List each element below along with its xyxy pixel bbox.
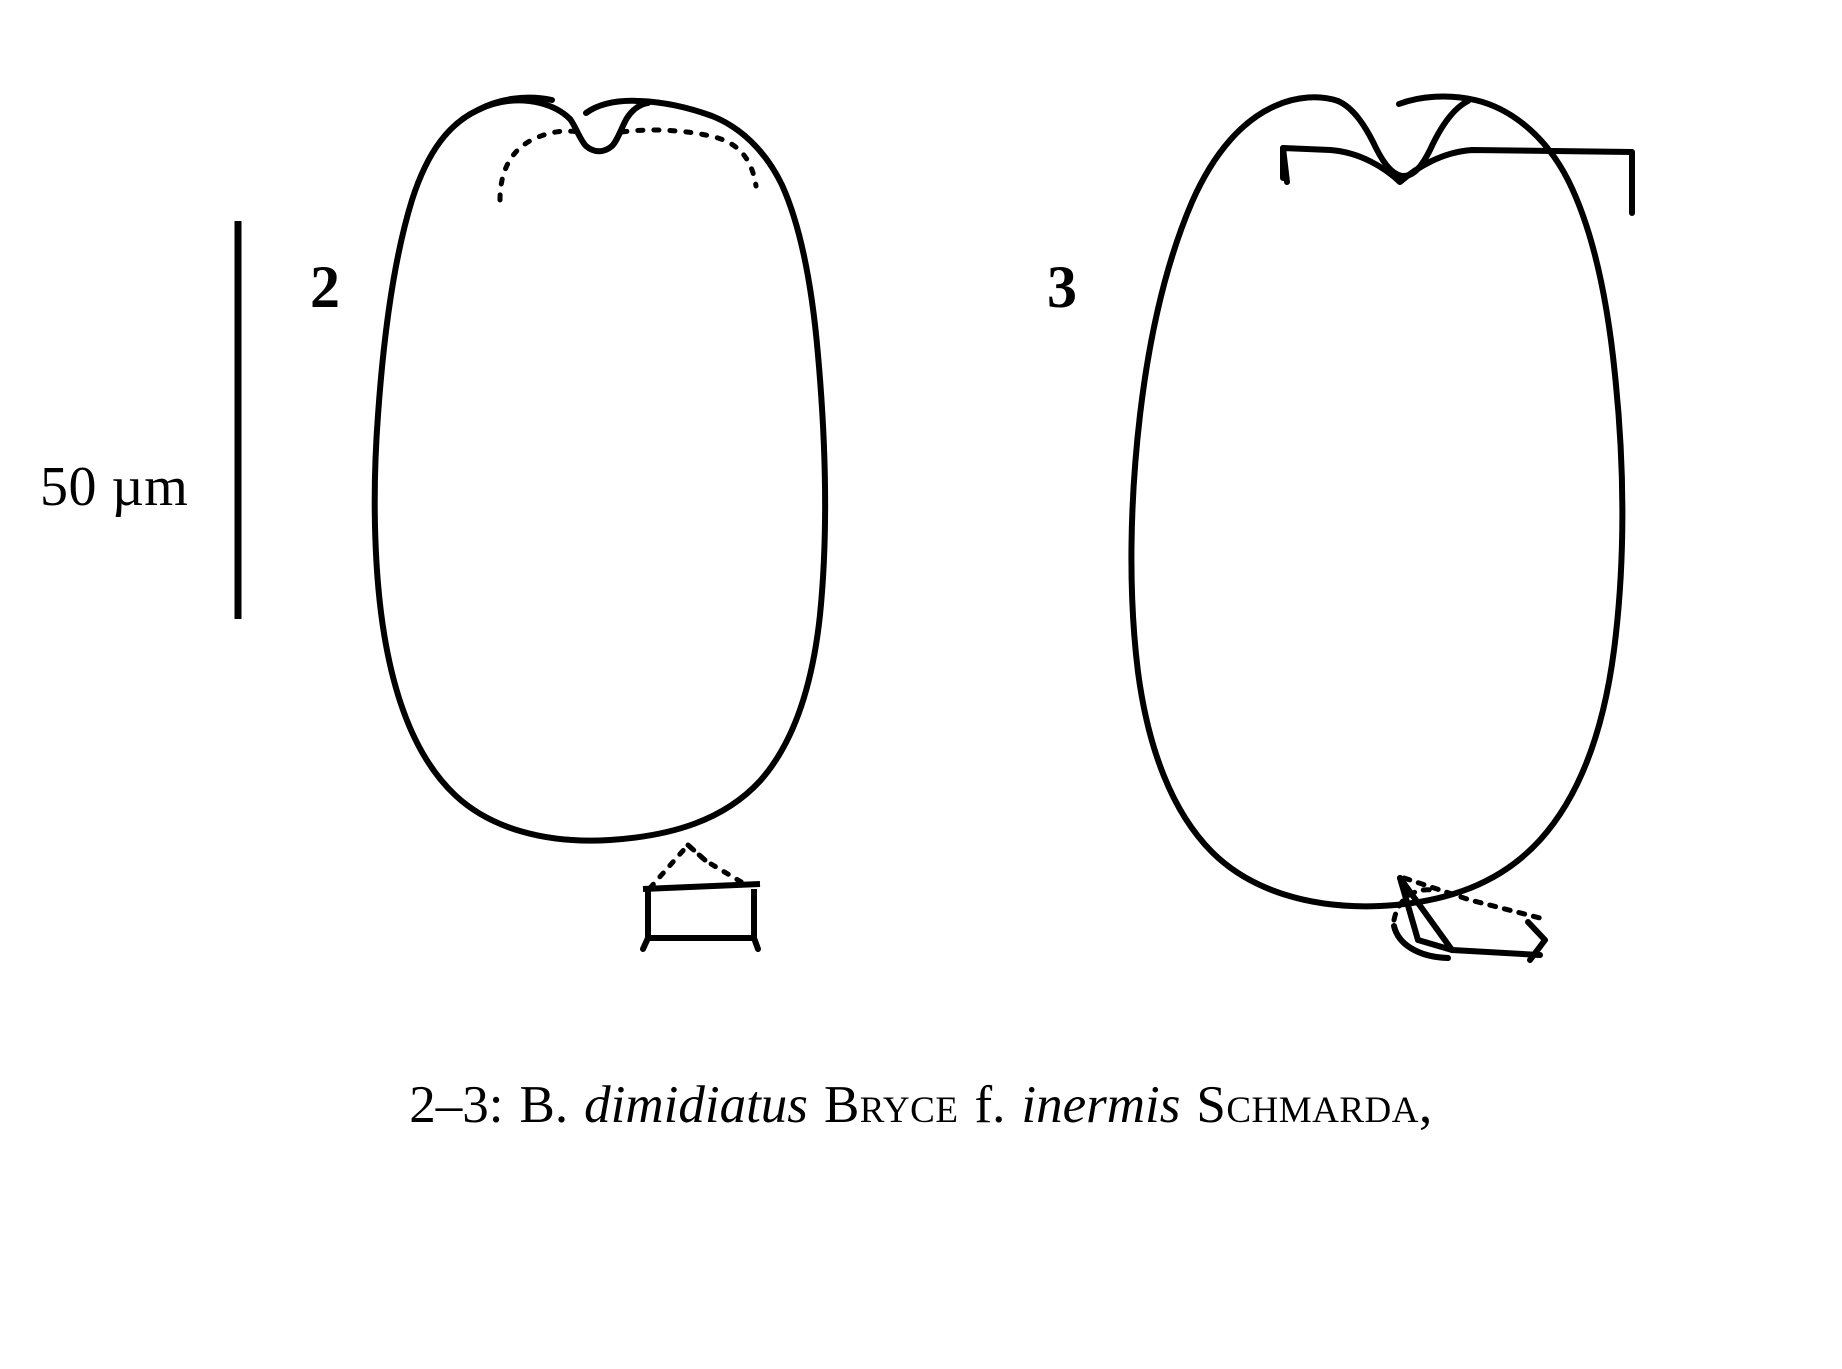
- figure-2-drawing: [375, 98, 825, 949]
- figure-3-drawing: [1131, 97, 1632, 960]
- caption-form-abbrev: f.: [974, 1076, 1006, 1134]
- figure-number-2: 2: [310, 254, 340, 320]
- caption-form: inermis: [1021, 1076, 1181, 1134]
- caption-genus-abbrev: B.: [519, 1076, 569, 1134]
- caption-prefix: 2–3:: [409, 1076, 504, 1134]
- figure-caption: [0, 1075, 1842, 1135]
- caption-form-authority: Schmarda,: [1196, 1076, 1433, 1134]
- scale-bar-label: 50 µm: [40, 456, 189, 518]
- figure-number-3: 3: [1047, 254, 1077, 320]
- caption-species-authority: Bryce: [823, 1076, 959, 1134]
- caption-species: dimidiatus: [584, 1076, 808, 1134]
